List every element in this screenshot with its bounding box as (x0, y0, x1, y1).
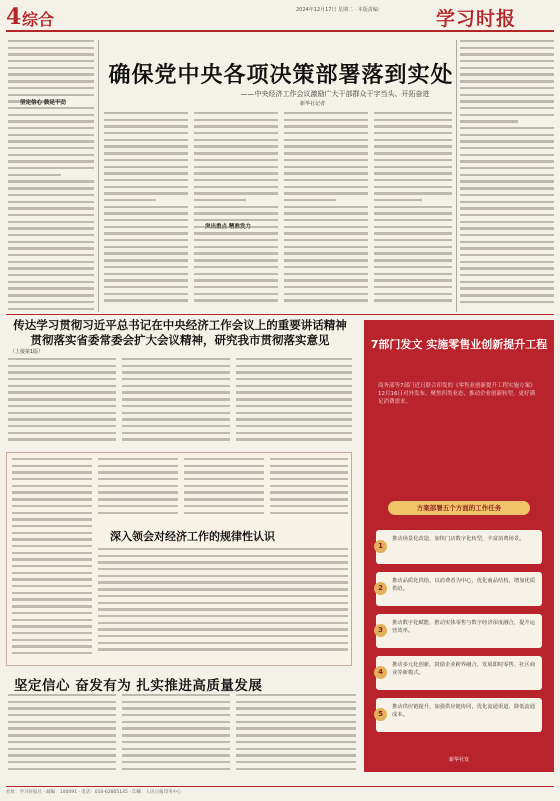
lead-text-col-4 (374, 112, 452, 310)
lead-headline: 确保党中央各项决策部署落到实处 (108, 62, 454, 88)
panel-item (376, 656, 542, 690)
bottom-text-col-1 (8, 694, 116, 780)
lead-text-col-2 (194, 112, 278, 310)
bottom-text-col-2 (122, 694, 230, 780)
lead-subheadline: ——中央经济工作会议激励广大干部群众干字当头、开拓奋进 (240, 90, 430, 98)
panel-credit: 新华社发 (448, 757, 469, 763)
second-lead: （上接第1版） (10, 349, 44, 355)
panel-banner: 方案部署五个方面的工作任务 (388, 501, 530, 515)
panel-title: 7部门发文 实施零售业创新提升工程 (370, 338, 548, 351)
second-text-col-3 (236, 358, 352, 448)
panel-item (376, 530, 542, 564)
second-headline: 传达学习贯彻习近平总书记在中央经济工作会议上的重要讲话精神 贯彻落实省委常委会扩大会议精神，研究我市贯彻落实意见 (13, 318, 347, 347)
kicker-a: 坚定信心 鼓足干劲 (20, 100, 66, 106)
bottom-text-col-3 (236, 694, 356, 780)
infographic-panel (364, 320, 554, 772)
lead-text-col-3 (284, 112, 368, 310)
item-text: 推动品质化供给，以消费者为中心，优化商品结构，增加优质供给。 (392, 578, 536, 592)
second-text-col-1 (8, 358, 116, 448)
item-text: 推动数字化赋能，推动实体零售与数字经济深度融合，提升运营效率。 (392, 620, 536, 634)
commentary-text-col-5 (270, 458, 348, 522)
newspaper-logo: 学习时报 (436, 8, 517, 30)
column-text-left-top (8, 40, 94, 310)
bottom-headline: 坚定信心 奋发有为 扎实推进高质量发展 (14, 678, 263, 694)
divider (456, 40, 457, 312)
commentary-text-col-3 (98, 548, 348, 660)
masthead (6, 4, 554, 32)
page-number: 4 (6, 4, 22, 30)
commentary-text-col-2 (98, 458, 178, 522)
commentary-text-col-4 (184, 458, 264, 522)
commentary-text-col-1 (12, 458, 92, 660)
item-text: 推动供应链提升，加强供应链协同，优化流通渠道，降低流通成本。 (392, 704, 536, 718)
right-column-text-top (460, 40, 554, 310)
issue-meta: 2024年12月17日 星期二 · 本版责编： (296, 7, 383, 13)
lead-text-col-1 (104, 112, 188, 310)
divider (98, 40, 99, 312)
item-number: 1 (374, 540, 387, 553)
item-number: 3 (374, 624, 387, 637)
page-footer: 社址：学习时报社 · 邮编：100091 · 电话：010-62805145 · 印刷：人民日报印务中心 (6, 786, 554, 795)
panel-item (376, 572, 542, 606)
panel-item (376, 698, 542, 732)
commentary-headline: 深入领会对经济工作的规律性认识 (110, 530, 275, 543)
second-text-col-2 (122, 358, 230, 448)
item-text: 推动场景化改造，加快门店数字化转型，丰富消费场景。 (392, 536, 525, 542)
panel-item (376, 614, 542, 648)
item-text: 推动多元化创新，鼓励企业跨界融合，发展即时零售、社区商业等新模式。 (392, 662, 536, 676)
item-number: 2 (374, 582, 387, 595)
section-rule (6, 314, 554, 315)
lead-byline: 新华社记者 (300, 101, 326, 107)
item-number: 5 (374, 708, 387, 721)
section-name: 综合 (22, 10, 55, 29)
item-number: 4 (374, 666, 387, 679)
panel-intro: 商务部等7部门近日联合印发的《零售业创新提升工程实施方案》12月16日对外发布。聚焦四类业态，推动企业创新转型，更好满足消费需求。 (378, 383, 536, 405)
